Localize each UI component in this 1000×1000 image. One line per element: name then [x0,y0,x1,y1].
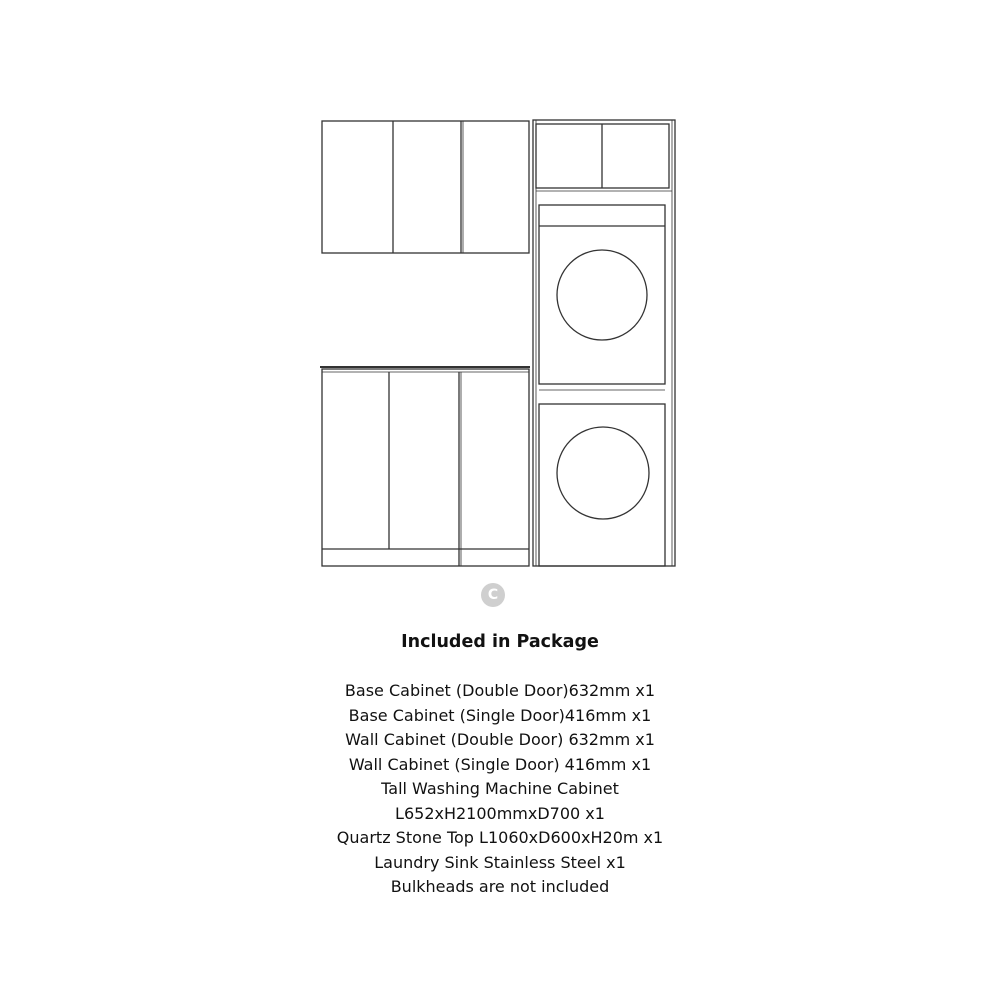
package-item: L652xH2100mmxD700 x1 [395,803,605,823]
washer-appliance [539,404,665,566]
wall-cabinet-group [322,121,529,253]
washer-door-circle [557,427,649,519]
package-item: Base Cabinet (Single Door)416mm x1 [348,705,652,725]
wall-cabinet-double-door-outline [322,121,529,253]
package-item: Wall Cabinet (Single Door) 416mm x1 [348,754,652,774]
package-item-list [0,679,1000,900]
base-cabinet-outline [322,369,529,566]
view-label-badge: C [481,583,505,607]
dryer-door-circle [557,250,647,340]
package-item: Quartz Stone Top L1060xD600xH20m x1 [336,828,664,847]
base-cabinet-group [320,367,530,566]
tall-cabinet-outline [533,120,675,566]
tall-washing-machine-cabinet [533,120,675,566]
package-item: Laundry Sink Stainless Steel x1 [374,852,626,872]
package-item: Tall Washing Machine Cabinet [381,779,619,798]
package-item: Bulkheads are not included [390,877,610,896]
package-item: Wall Cabinet (Double Door) 632mm x1 [345,730,655,749]
package-item: Base Cabinet (Double Door)632mm x1 [344,681,656,700]
package-heading: Included in Package [401,632,599,652]
dryer-appliance [539,205,665,384]
